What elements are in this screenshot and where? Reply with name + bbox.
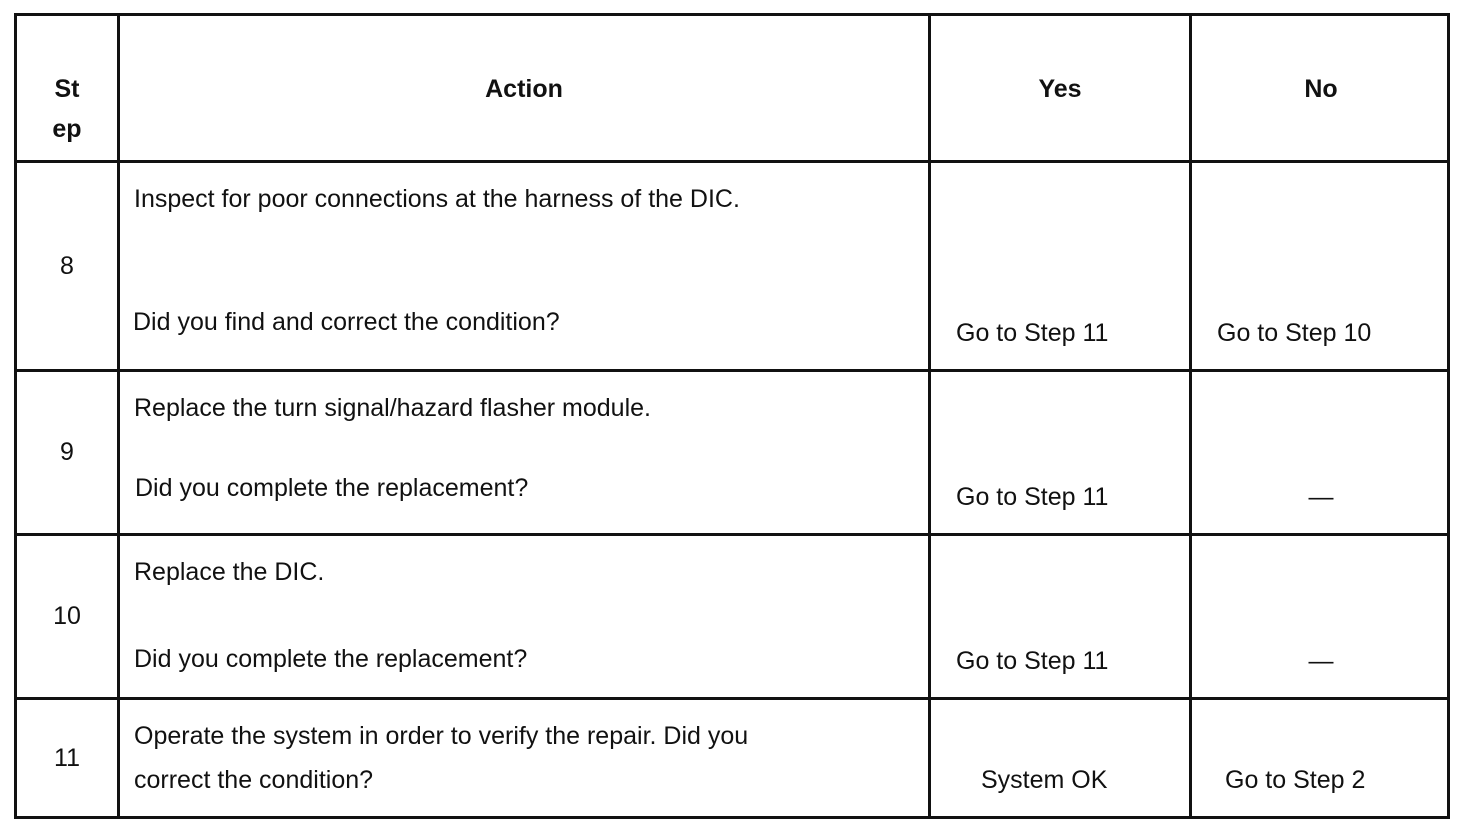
action-instruction: Inspect for poor connections at the harness of the DIC. — [134, 185, 740, 213]
step-number: 10 — [53, 602, 81, 630]
action-instruction: Replace the turn signal/hazard flasher module. — [134, 394, 651, 422]
action-instruction: Operate the system in order to verify the repair. Did you — [134, 722, 749, 750]
header-yes: Yes — [1038, 75, 1082, 103]
header-step-line2: ep — [52, 115, 82, 143]
step-number: 8 — [60, 252, 74, 280]
header-no: No — [1304, 75, 1338, 103]
header-step-line1: St — [54, 75, 80, 103]
no-result: — — [1308, 483, 1334, 511]
yes-result: System OK — [981, 766, 1108, 794]
row-divider — [17, 533, 1450, 536]
yes-result: Go to Step 11 — [956, 647, 1109, 675]
row-divider — [17, 160, 1450, 163]
action-instruction: Replace the DIC. — [134, 558, 325, 586]
action-question: Did you complete the replacement? — [134, 645, 528, 673]
yes-result: Go to Step 11 — [956, 319, 1109, 347]
step-number: 11 — [54, 744, 80, 772]
no-result: Go to Step 2 — [1225, 766, 1366, 794]
step-number: 9 — [60, 438, 74, 466]
row-divider — [17, 697, 1450, 700]
action-question: correct the condition? — [134, 766, 374, 794]
yes-result: Go to Step 11 — [956, 483, 1109, 511]
no-result: — — [1308, 647, 1334, 675]
table-border-bottom — [17, 816, 1450, 819]
diagnostic-table — [14, 13, 1450, 819]
action-question: Did you complete the replacement? — [135, 474, 529, 502]
action-question: Did you find and correct the condition? — [133, 308, 560, 336]
header-action: Action — [485, 75, 563, 103]
no-result: Go to Step 10 — [1217, 319, 1372, 347]
row-divider — [17, 369, 1450, 372]
